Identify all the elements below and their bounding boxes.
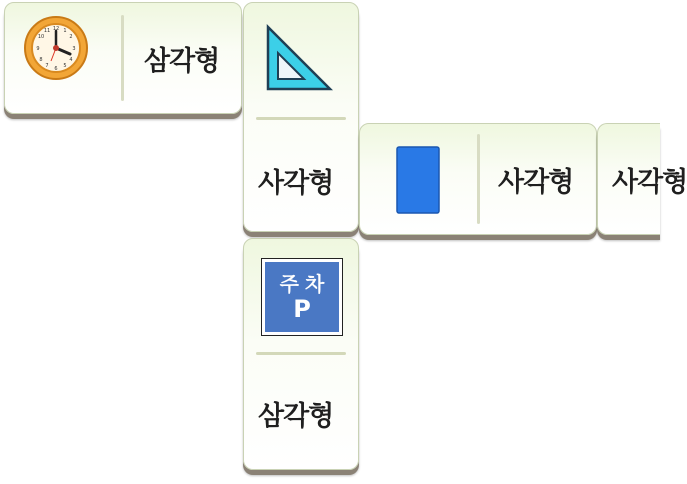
tile-divider [121, 15, 124, 101]
svg-text:1: 1 [63, 28, 67, 34]
tile-divider [256, 117, 346, 120]
svg-text:9: 9 [36, 46, 40, 52]
domino-tile-rectangle[interactable] [359, 123, 597, 235]
domino-tile-parking[interactable] [243, 238, 359, 470]
svg-text:2: 2 [69, 34, 73, 40]
svg-text:12: 12 [52, 26, 60, 32]
parking-sign-icon [261, 258, 343, 336]
svg-text:8: 8 [39, 57, 43, 63]
svg-text:11: 11 [43, 28, 51, 34]
svg-text:3: 3 [72, 46, 76, 52]
domino-tile-partial[interactable] [597, 123, 687, 235]
svg-text:6: 6 [54, 66, 58, 72]
tile-divider [477, 134, 480, 224]
clock-icon [23, 15, 89, 81]
triangle-ruler-icon [264, 23, 334, 93]
domino-tile-triangle-ruler[interactable] [243, 2, 359, 232]
tile-label: 사각형 [498, 167, 574, 198]
svg-text:7: 7 [45, 63, 49, 69]
tile-label: 삼각형 [258, 401, 334, 432]
tile-label: 사각형 [612, 167, 687, 198]
parking-sign-top-text: 주차 [279, 272, 331, 296]
blue-rectangle-icon [396, 146, 440, 214]
svg-text:10: 10 [37, 34, 45, 40]
domino-tile-clock[interactable] [4, 2, 242, 114]
svg-text:4: 4 [69, 57, 73, 63]
tile-divider [256, 352, 346, 355]
tile-label: 삼각형 [144, 46, 220, 77]
parking-sign-bottom-text: P [293, 295, 311, 323]
svg-text:5: 5 [63, 63, 67, 69]
tile-label: 사각형 [258, 168, 334, 199]
